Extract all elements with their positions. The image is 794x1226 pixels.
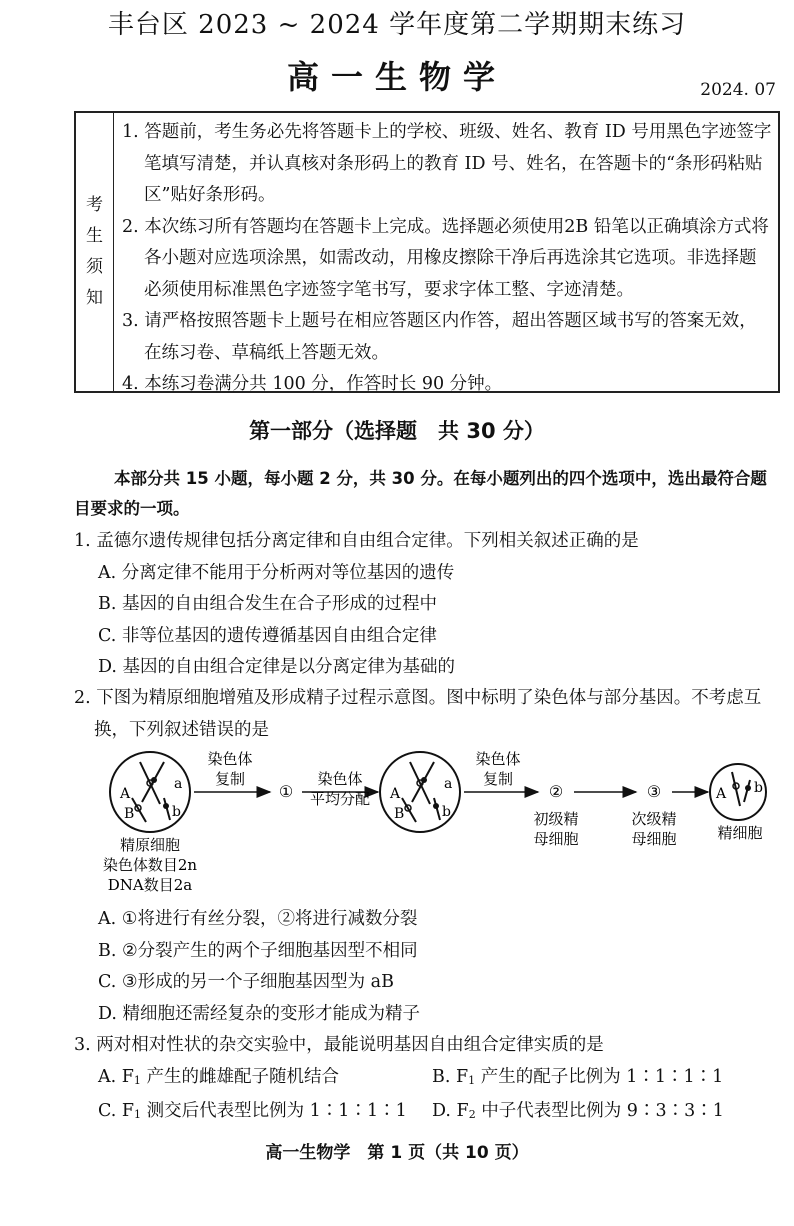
option-a: A. $F_1$ 产生的雌雄配子随机结合 xyxy=(98,1066,339,1087)
notice-item: 4. 本练习卷满分共 100 分，作答时长 90 分钟。 xyxy=(122,374,503,394)
gene-label: B xyxy=(124,806,135,822)
option-a: A. ①将进行有丝分裂，②将进行减数分裂 xyxy=(98,909,418,929)
sperm-label: 精细胞 xyxy=(717,824,763,842)
cell-label: 染色体数目2n xyxy=(102,856,198,874)
stage-label: 母细胞 xyxy=(631,830,677,848)
notice-heading xyxy=(76,113,114,391)
part-title: 第一部分（选择题 共 30 分） xyxy=(249,419,545,443)
notice-box xyxy=(74,111,780,393)
notice-heading-char: 须 xyxy=(86,257,103,277)
option-d: D. 基因的自由组合定律是以分离定律为基础的 xyxy=(98,657,456,677)
spermatogenesis-diagram xyxy=(102,742,770,900)
part-intro: 本部分共 15 小题，每小题 2 分，共 30 分。在每小题列出的四个选项中，选出最符合题目要求的一项。 xyxy=(74,469,767,518)
stage-marker: ① xyxy=(278,782,294,801)
notice-heading-char: 考 xyxy=(86,195,103,215)
notice-heading-char: 知 xyxy=(86,288,103,308)
question-2 xyxy=(74,683,782,746)
gene-label: B xyxy=(394,806,405,822)
daughter-cell xyxy=(380,752,460,832)
page-footer: 高一生物学 第 1 页（共 10 页） xyxy=(265,1143,529,1163)
cell-label: 精原细胞 xyxy=(119,836,181,854)
question-stem: 3. 两对相对性状的杂交实验中，最能说明基因自由组合定律实质的是 xyxy=(74,1035,604,1055)
notice-item: 1. 答题前，考生务必先将答题卡上的学校、班级、姓名、教育 ID 号用黑色字迹签字笔填写清楚，并认真核对条形码上的教育 ID 号、姓名，在答题卡的“条形码粘贴区”贴好条形码。 xyxy=(122,122,772,205)
option-c: C. 非等位基因的遗传遵循基因自由组合定律 xyxy=(98,625,437,646)
gene-label: A xyxy=(716,786,727,802)
stage-marker: ③ xyxy=(646,782,662,801)
option-a: A. 分离定律不能用于分析两对等位基因的遗传 xyxy=(98,562,455,583)
subject-title: 高一生物学 xyxy=(286,58,507,96)
question-1 xyxy=(74,526,782,684)
option-grid xyxy=(74,1062,782,1131)
question-stem: 2. 下图为精原细胞增殖及形成精子过程示意图。图中标明了染色体与部分基因。不考虑互换，下列叙述错误的是 xyxy=(74,688,762,740)
question-3 xyxy=(74,1030,782,1131)
spermatogonium-cell xyxy=(110,752,190,832)
exam-title: 丰台区 2023 ~ 2024 学年度第二学期期末练习 xyxy=(107,10,687,40)
gene-label: b xyxy=(172,804,181,820)
gene-label: a xyxy=(174,776,183,792)
stage-label: 母细胞 xyxy=(533,830,579,848)
notice-body xyxy=(114,113,778,394)
gene-label: b xyxy=(442,804,451,820)
notice-item: 3. 请严格按照答题卡上题号在相应答题区内作答，超出答题区域书写的答案无效，在练习卷、草稿纸上答题无效。 xyxy=(122,311,757,363)
arrow-label: 染色体 xyxy=(475,750,521,768)
gene-label: A xyxy=(390,786,401,802)
stage-marker: ② xyxy=(548,782,564,801)
option-d: D. $F_2$ 中子代表型比例为 9∶3∶3∶1 xyxy=(432,1101,724,1121)
arrow-label: 复制 xyxy=(482,770,514,788)
arrow-label: 复制 xyxy=(214,770,246,788)
gene-label: a xyxy=(444,776,453,792)
cell-label: DNA数目2a xyxy=(107,876,193,894)
arrow-label: 染色体 xyxy=(207,750,253,768)
arrow-label: 染色体 xyxy=(317,770,363,788)
exam-date: 2024. 07 xyxy=(700,80,776,100)
notice-heading-char: 生 xyxy=(86,226,103,246)
option-d: D. 精细胞还需经复杂的变形才能成为精子 xyxy=(98,1003,421,1024)
option-c: C. ③形成的另一个子细胞基因型为 aB xyxy=(98,972,394,992)
gene-label: b xyxy=(754,780,763,796)
question-stem: 1. 孟德尔遗传规律包括分离定律和自由组合定律。下列相关叙述正确的是 xyxy=(74,531,639,551)
question-2-options xyxy=(74,904,782,1030)
sperm-cell xyxy=(710,764,766,820)
arrow-label: 平均分配 xyxy=(309,790,371,808)
gene-label: A xyxy=(120,786,131,802)
notice-item: 2. 本次练习所有答题均在答题卡上完成。选择题必须使用2B 铅笔以正确填涂方式将各小题对应选项涂黑，如需改动，用橡皮擦除干净后再选涂其它选项。非选择题必须使用标准黑色字迹签字笔书写，要求字体工整、字迹清楚。 xyxy=(122,216,769,300)
option-c: C. $F_1$ 测交后代表型比例为 1∶1∶1∶1 xyxy=(98,1101,407,1121)
stage-label: 初级精 xyxy=(533,810,579,828)
option-b: B. 基因的自由组合发生在合子形成的过程中 xyxy=(98,594,437,614)
option-b: B. ②分裂产生的两个子细胞基因型不相同 xyxy=(98,940,418,961)
stage-label: 次级精 xyxy=(631,810,677,828)
option-b: B. $F_1$ 产生的配子比例为 1∶1∶1∶1 xyxy=(432,1066,724,1087)
